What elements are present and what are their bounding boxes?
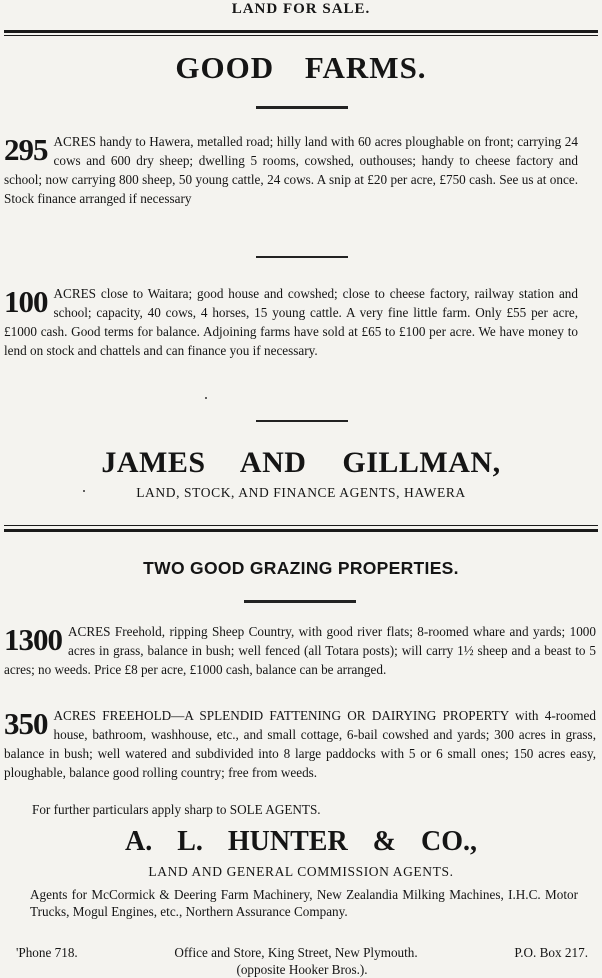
agents-text: Agents for McCormick & Deering Farm Machinery, New Zealandia Milking Machines, I.H.C. Motor Trucks, Mogul Engines, etc., Northern Assurance Company. [30, 887, 578, 919]
listing-number: 295 [4, 132, 48, 167]
listing-number: 1300 [4, 622, 62, 657]
ad2-title: TWO GOOD GRAZING PROPERTIES. [143, 558, 459, 578]
listing-text: ACRES FREEHOLD—A SPLENDID FATTENING OR DAIRYING PROPERTY with 4-roomed house, bathroom, washhouse, etc., and small cottage, 6-bail cowshed and yards; 300 acres in grass, balance in bush; well watered and subdivided into 8 large paddocks with 5 or 6 small ones; 150 acres easy, ploughable, balance good rolling country; free from weeds. [4, 708, 596, 780]
ad1-listing-100 [4, 284, 578, 360]
ad2-agent-subtitle: LAND AND GENERAL COMMISSION AGENTS. [148, 864, 454, 879]
ad2-title-rule [244, 600, 356, 603]
header-rule [4, 30, 598, 33]
ad2-listing-1300 [4, 622, 596, 679]
ad2-further-particulars [32, 800, 592, 819]
ad-separator-rule-thick [4, 529, 598, 532]
ad1-agent-name: JAMES AND GILLMAN, [101, 446, 501, 479]
ad2-footer [16, 944, 588, 978]
po-box: P.O. Box 217. [514, 945, 588, 960]
listing-text: ACRES Freehold, ripping Sheep Country, with good river flats; 8-roomed whare and yards; 1000 acres in grass, balance in bush; well fenced (all Totara posts); will carry 1½ sheep and a beast to 5 acres; no weeds. Price £8 per acre, £1000 cash, balance can be arranged. [4, 624, 596, 677]
ad1-agent-rule [256, 420, 348, 422]
ad-separator-rule [4, 525, 598, 526]
header-rule-thin [4, 35, 598, 36]
ad1-divider-rule [256, 256, 348, 258]
footer-row [16, 944, 588, 961]
listing-text: ACRES handy to Hawera, metalled road; hilly land with 60 acres ploughable on front; carrying 24 cows and 600 dry sheep; dwelling 5 rooms, cowshed, outhouses; handy to cheese factory and school; now carrying 800 sheep, 50 young cattle, 24 cows. A snip at £20 per acre, £750 cash. See us at once. Stock finance arranged if necessary [4, 134, 578, 206]
section-header: LAND FOR SALE. [231, 1, 371, 17]
listing-number: 100 [4, 284, 48, 319]
ad2-agents-note [30, 886, 578, 920]
listing-text: ACRES close to Waitara; good house and cowshed; close to cheese factory, railway station and school; capacity, 40 cows, 4 horses, 15 young cattle. A very fine little farm. Only £55 per acre, £1000 cash. Good terms for balance. Adjoining farms have sold at £65 to £100 per acre. We have money to lend on stock and chattels and can finance you if necessary. [4, 286, 578, 358]
ad1-listing-295 [4, 132, 578, 208]
print-speck [205, 397, 207, 399]
listing-number: 350 [4, 706, 48, 741]
office-address: Office and Store, King Street, New Plymouth. [174, 945, 418, 960]
print-speck [83, 490, 85, 492]
ad2-agent-name: A. L. HUNTER & CO., [124, 826, 477, 857]
ad1-title-rule [256, 106, 348, 109]
phone-number: 'Phone 718. [16, 945, 78, 960]
ad1-title: GOOD FARMS. [175, 50, 427, 85]
ad2-listing-350 [4, 706, 596, 782]
opposite-note: (opposite Hooker Bros.). [236, 962, 368, 977]
further-text: For further particulars apply sharp to SOLE AGENTS. [32, 802, 321, 817]
ad1-agent-subtitle: LAND, STOCK, AND FINANCE AGENTS, HAWERA [136, 485, 466, 500]
